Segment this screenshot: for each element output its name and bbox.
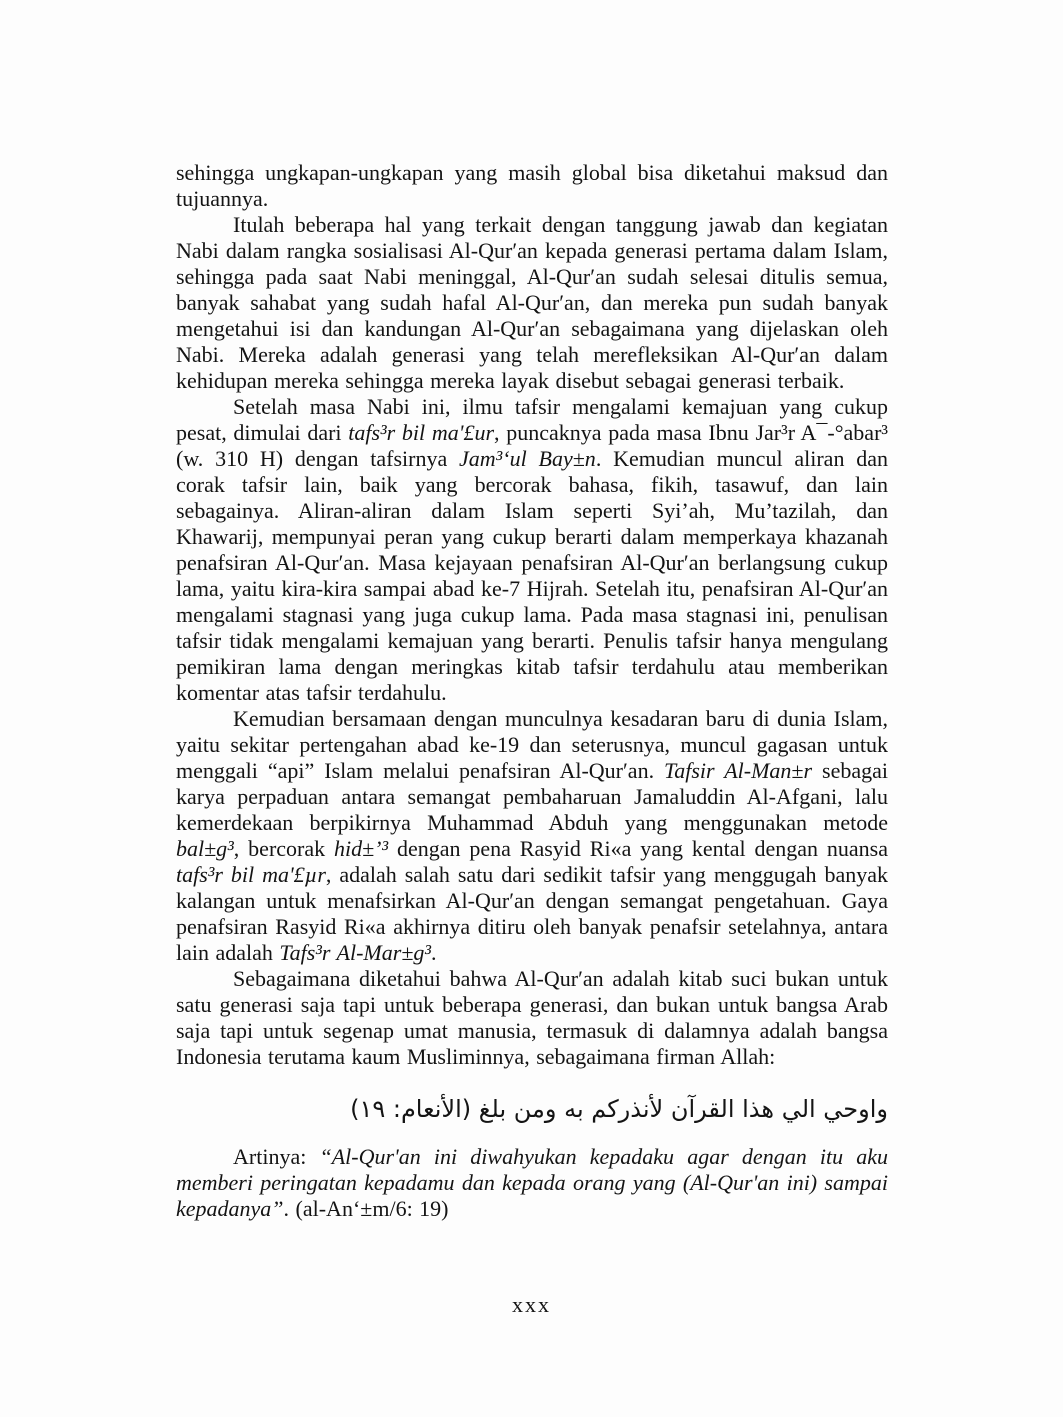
text-run: Kemudian bersamaan dengan munculnya kesadaran baru di dunia Islam, yaitu sekitar pertengahan abad ke-19 dan seterusnya, muncul gagasan untuk menggali “api” Islam melalui penafsiran Al-Qur′an. <box>176 706 888 783</box>
text-run: Itulah beberapa hal yang terkait dengan tanggung jawab dan kegiatan Nabi dalam rangka sosialisasi Al-Qur′an kepada generasi pertama dalam Islam, sehingga pada saat Nabi meninggal, Al-Qur′an sudah selesai ditulis semua, banyak sahabat yang sudah hafal Al-Qur′an, dan mereka pun sudah banyak mengetahui isi dan kandungan Al-Qur′an sebagaimana yang dijelaskan oleh Nabi. Mereka adalah generasi yang telah merefleksikan Al-Qur′an dalam kehidupan mereka sehingga mereka layak disebut sebagai generasi terbaik. <box>176 212 888 393</box>
text-run: , puncaknya pada masa Ibnu Jar³r A¯-°abar³ (w. 310 H) dengan tafsirnya <box>176 420 888 471</box>
text-run: Tafs³r Al-Mar±g³ <box>279 940 431 965</box>
paragraph <box>176 1144 888 1222</box>
text-block <box>176 160 888 1222</box>
paragraph <box>176 706 888 966</box>
text-run: Artinya: <box>233 1144 320 1169</box>
page-number: xxx <box>512 1292 551 1317</box>
text-run: hid±’³ <box>334 836 389 861</box>
text-run: Setelah masa Nabi ini, ilmu tafsir mengalami kemajuan yang cukup pesat, dimulai dari <box>176 394 888 445</box>
text-run: Jam³‘ul Bay±n <box>459 446 596 471</box>
text-run: واوحي الي هذا القرآن لأنذركم به ومن بلغ (الأنعام: ١٩) <box>350 1095 888 1123</box>
text-run: “Al-Qur'an ini diwahyukan kepadaku agar dengan itu aku memberi peringatan kepadamu dan kepada orang yang (Al-Qur'an ini) sampai kepadanya” <box>176 1144 888 1221</box>
text-run: , bercorak <box>233 836 334 861</box>
text-run: sehingga ungkapan-ungkapan yang masih global bisa diketahui maksud dan tujuannya. <box>176 160 888 211</box>
text-run: tafs³r bil ma'£ur <box>348 420 495 445</box>
paragraph <box>176 160 888 212</box>
text-run: Tafsir Al-Man±r <box>664 758 813 783</box>
text-run: , adalah salah satu dari sedikit tafsir yang menggugah banyak kalangan untuk menafsirkan Al-Qur′an dengan semangat pengetahuan. Gaya penafsiran Rasyid Ri«a akhirnya ditiru oleh banyak penafsir setelahnya, antara lain adalah <box>176 862 888 965</box>
text-run: bal±g³ <box>176 836 234 861</box>
text-run: dengan pena Rasyid Ri«a yang kental dengan nuansa <box>388 836 888 861</box>
text-run: sebagai karya perpaduan antara semangat pembaharuan Jamaluddin Al-Afgani, lalu kemerdekaan berpikirnya Muhammad Abduh yang menggunakan metode <box>176 758 888 835</box>
text-run: . <box>431 940 437 965</box>
paragraph <box>176 394 888 706</box>
text-run: . Kemudian muncul aliran dan corak tafsir lain, baik yang bercorak bahasa, fikih, tasawuf, dan lain sebagainya. Aliran-aliran dalam Islam seperti Syi’ah, Mu’tazilah, dan Khawarij, mempunyai peran yang cukup berarti dalam memperkaya khazanah penafsiran Al-Qur′an. Masa kejayaan penafsiran Al-Qur′an berlangsung cukup lama, yaitu kira-kira sampai abad ke-7 Hijrah. Setelah itu, penafsiran Al-Qur′an mengalami stagnasi yang juga cukup lama. Pada masa stagnasi ini, penulisan tafsir tidak mengalami kemajuan yang berarti. Penulis tafsir hanya mengulang pemikiran lama dengan meringkas kitab tafsir terdahulu atau memberikan komentar atas tafsir terdahulu. <box>176 446 889 705</box>
text-run: Sebagaimana diketahui bahwa Al-Qur′an adalah kitab suci bukan untuk satu generasi saja tapi untuk beberapa generasi, dan bukan untuk bangsa Arab saja tapi untuk segenap umat manusia, termasuk di dalamnya adalah bangsa Indonesia terutama kaum Musliminnya, sebagaimana firman Allah: <box>176 966 888 1069</box>
paragraph <box>176 966 888 1070</box>
paragraph <box>176 212 888 394</box>
arabic-verse <box>176 1088 888 1130</box>
text-run: tafs³r bil ma'£µr <box>176 862 326 887</box>
text-run: . (al-An‘±m/6: 19) <box>283 1196 449 1221</box>
